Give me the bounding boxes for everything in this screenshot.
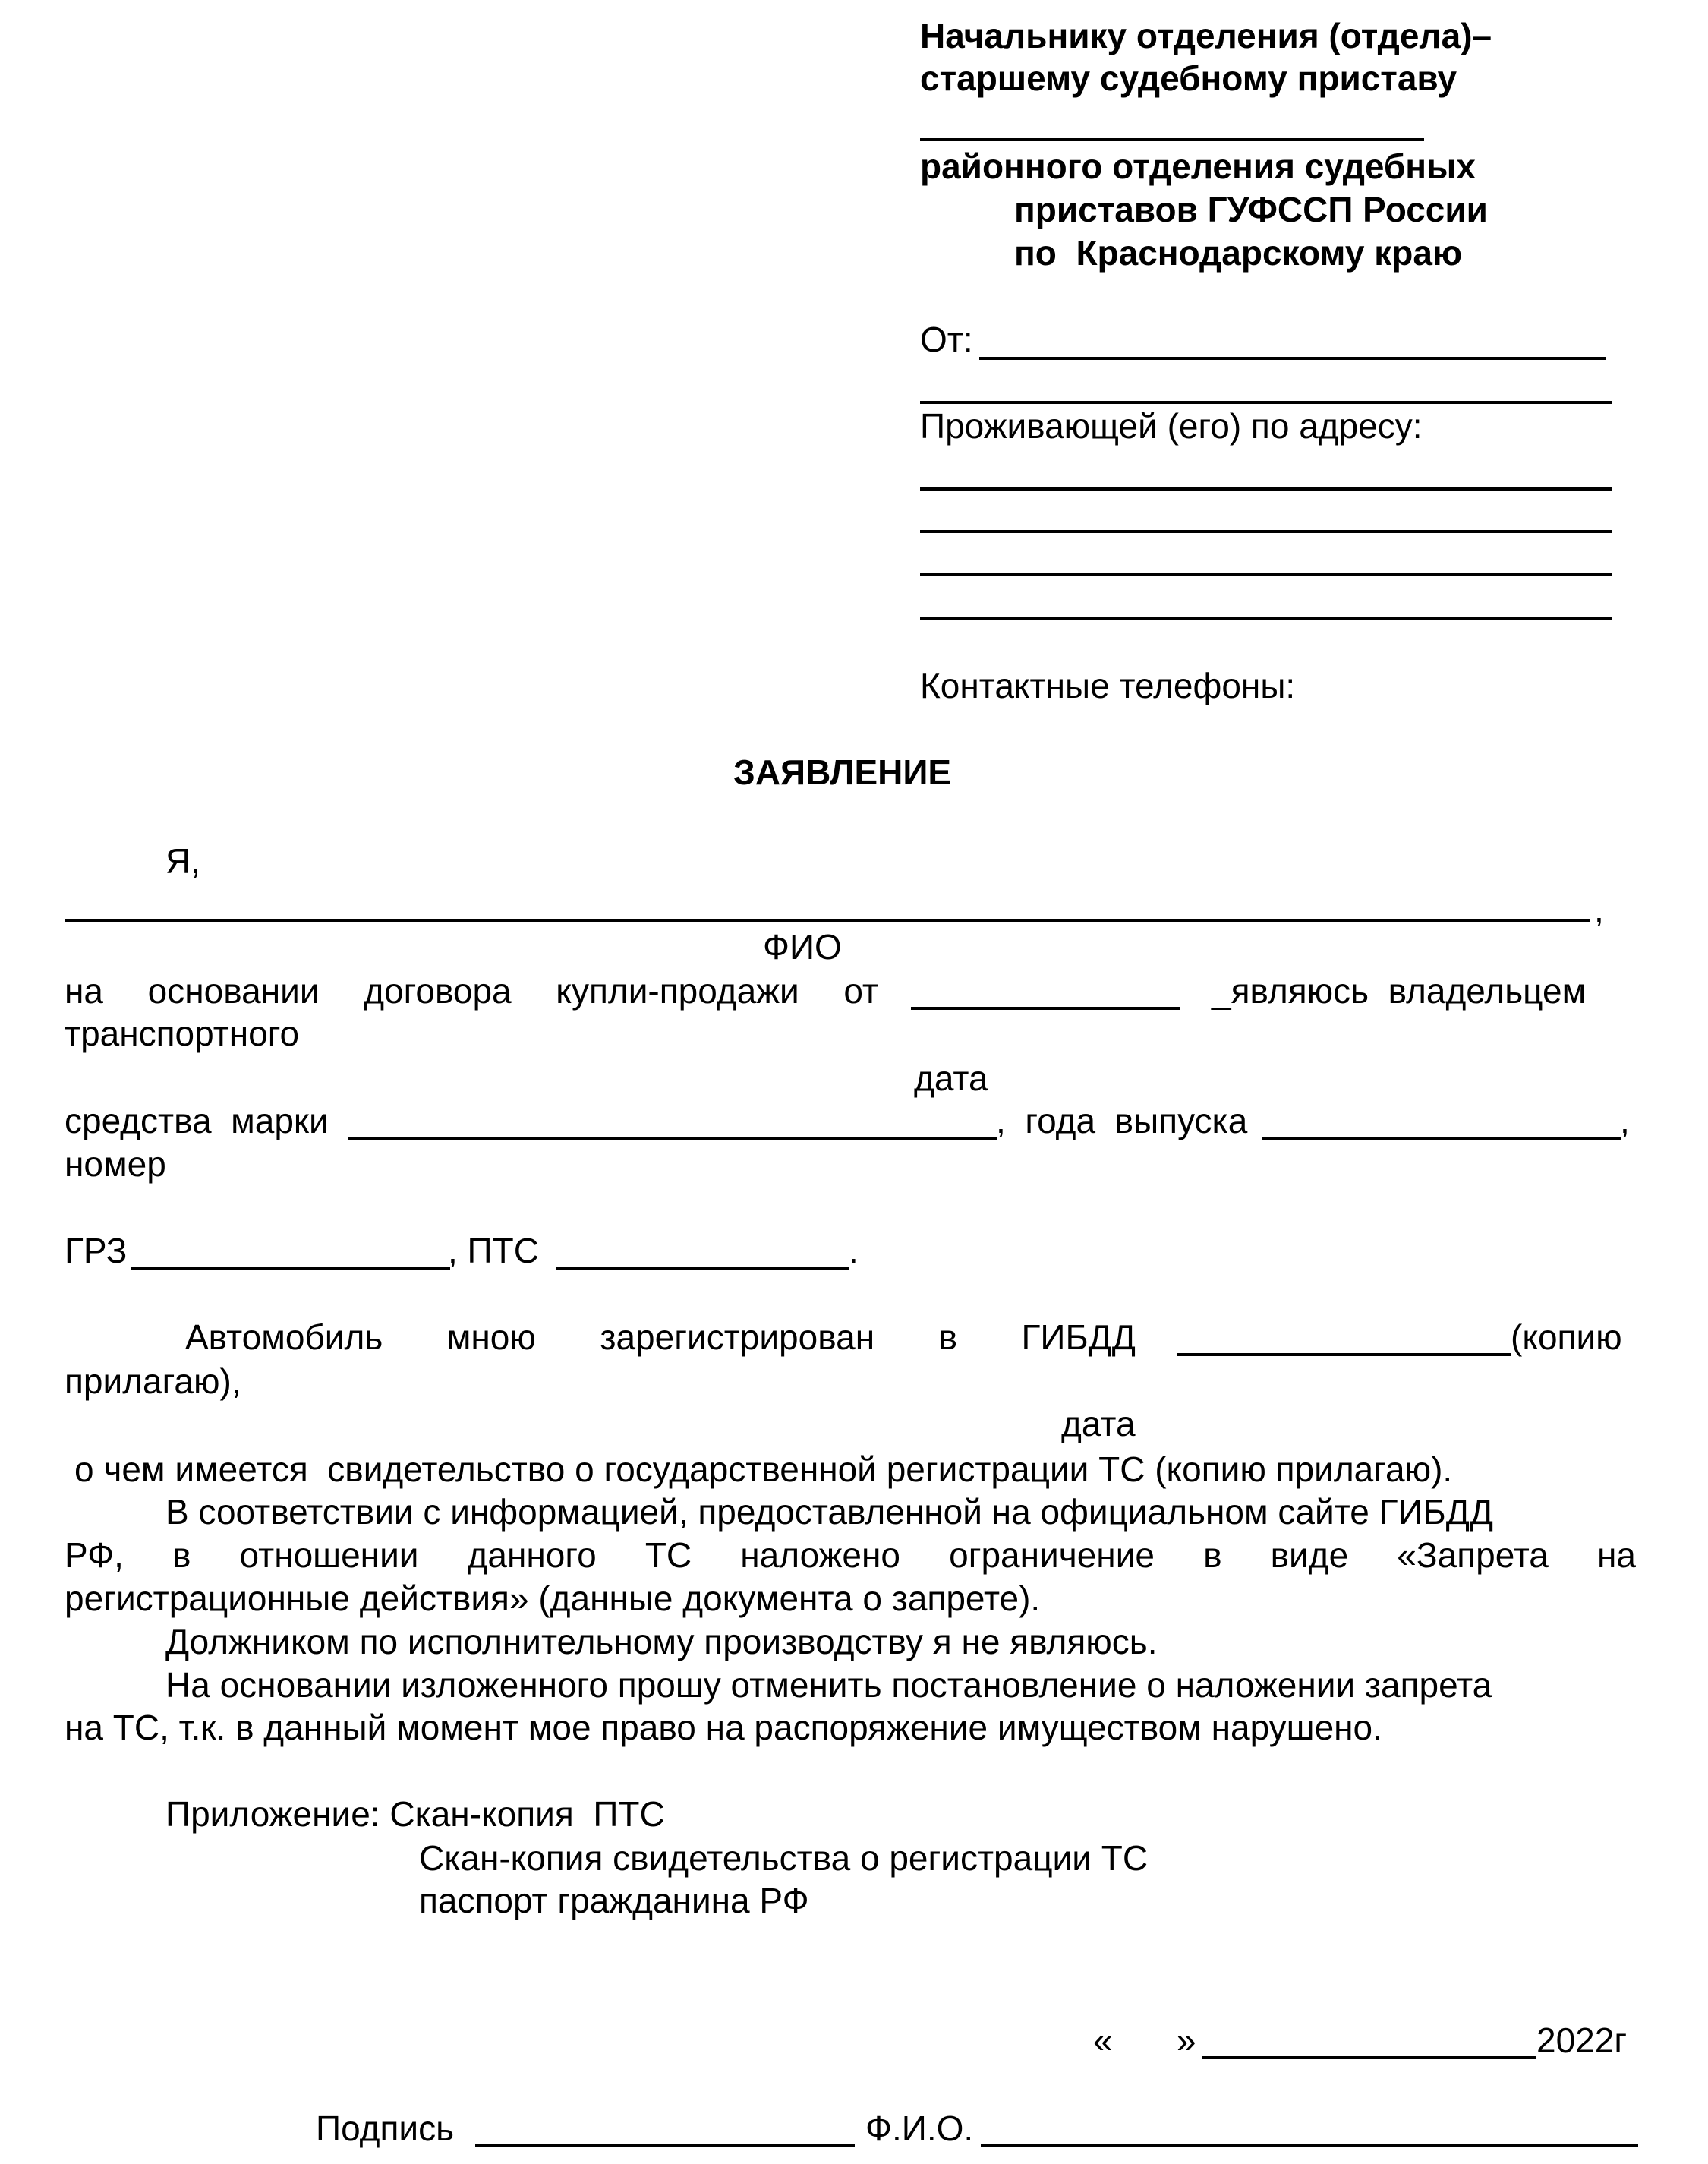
addressee-line-4: приставов ГУФССП России [1014,190,1488,229]
from-blank-line[interactable] [979,357,1606,360]
address-label: Проживающей (его) по адресу: [920,406,1423,446]
attachment-item-3: паспорт гражданина РФ [419,1881,809,1920]
contract-word: от [843,971,878,1011]
registration-word: в [938,1317,958,1357]
contract-word: основании [147,971,320,1011]
addressee-line-5: по Краснодарскому краю [1014,233,1463,273]
fio-label: Ф.И.О. [865,2109,974,2148]
date-caption-2: дата [1061,1404,1136,1443]
address-blank-line-3[interactable] [920,573,1612,576]
paragraph-word: ограничение [949,1535,1155,1575]
date-year: 2022г [1536,2020,1628,2060]
owner-text: _являюсь владельцем [1212,971,1587,1011]
addressee-line-2: старшему судебному приставу [920,58,1457,98]
signature-blank-line[interactable] [475,2144,855,2147]
paragraph-word: на [1596,1535,1636,1575]
paragraph-word: в [1203,1535,1222,1575]
paragraph-2: Должником по исполнительному производству я не являюсь. [165,1622,1158,1661]
paragraph-word: «Запрета [1397,1535,1549,1575]
signature-label: Подпись [316,2109,455,2148]
department-blank-line[interactable] [920,138,1424,141]
pts-label: , ПТС [448,1231,539,1270]
paragraph-word: в [172,1535,191,1575]
paragraph-1-line-1: В соответствии с информацией, предоставленной на официальном сайте ГИБДД [165,1492,1494,1532]
date-quote-close: » [1177,2020,1196,2060]
date-caption-1: дата [914,1058,988,1098]
contract-date-blank-line[interactable] [911,1007,1180,1010]
registration-words-row [185,1317,1136,1357]
registration-word: мною [446,1317,536,1357]
i-label: Я, [165,841,200,881]
paragraph-word: виде [1270,1535,1349,1575]
address-blank-line-4[interactable] [920,617,1612,620]
from-blank-line-2[interactable] [920,401,1612,404]
year-comma: , [1620,1101,1630,1140]
paragraph-word: данного [467,1535,597,1575]
paragraph-word: РФ, [65,1535,124,1575]
pts-dot: . [849,1231,859,1270]
contract-word: на [65,971,103,1011]
paragraph-word: наложено [740,1535,901,1575]
fio-blank-line[interactable] [65,919,1590,922]
addressee-line-1: Начальнику отделения (отдела)– [920,16,1492,55]
attach-word: прилагаю), [65,1361,241,1401]
date-blank-line[interactable] [1202,2056,1536,2059]
registration-word: зарегистрирован [600,1317,875,1357]
attachment-item-2: Скан-копия свидетельства о регистрации ТС [419,1838,1149,1878]
address-blank-line-2[interactable] [920,530,1612,533]
paragraph-word: ТС [644,1535,692,1575]
fio-caption: ФИО [763,927,842,967]
phones-label: Контактные телефоны: [920,666,1296,705]
grz-label: ГРЗ [65,1231,128,1270]
grz-blank-line[interactable] [131,1267,450,1270]
date-quote-open: « [1093,2020,1113,2060]
registration-word: Автомобиль [185,1317,383,1357]
from-label: От: [920,320,973,359]
brand-blank-line[interactable] [348,1137,997,1140]
attachments-label: Приложение: Скан-копия ПТС [165,1794,665,1834]
contract-words-row [65,971,878,1011]
fio-comma: , [1594,890,1604,929]
paragraph-word: отношении [239,1535,419,1575]
contract-word: купли-продажи [556,971,799,1011]
fio-signature-blank-line[interactable] [981,2144,1638,2147]
paragraph-1-line-2 [65,1535,1636,1575]
certificate-line: о чем имеется свидетельство о государственной регистрации ТС (копию прилагаю). [74,1450,1453,1489]
brand-label: средства марки [65,1101,329,1140]
address-blank-line-1[interactable] [920,487,1612,491]
document-title: ЗАЯВЛЕНИЕ [733,752,952,792]
paragraph-3-line-2: на ТС, т.к. в данный момент мое право на распоряжение имуществом нарушено. [65,1708,1382,1747]
year-label: , года выпуска [996,1101,1248,1140]
copy-note: (копию [1511,1317,1622,1357]
addressee-line-3: районного отделения судебных [920,147,1476,186]
contract-word: договора [364,971,512,1011]
paragraph-3-line-1: На основании изложенного прошу отменить постановление о наложении запрета [165,1665,1492,1705]
year-blank-line[interactable] [1262,1137,1621,1140]
pts-blank-line[interactable] [556,1267,849,1270]
paragraph-1-line-3: регистрационные действия» (данные документа о запрете). [65,1579,1041,1618]
number-word: номер [65,1144,166,1184]
registration-word: ГИБДД [1021,1317,1136,1357]
registration-date-blank-line[interactable] [1177,1353,1511,1356]
transport-word: транспортного [65,1014,300,1053]
